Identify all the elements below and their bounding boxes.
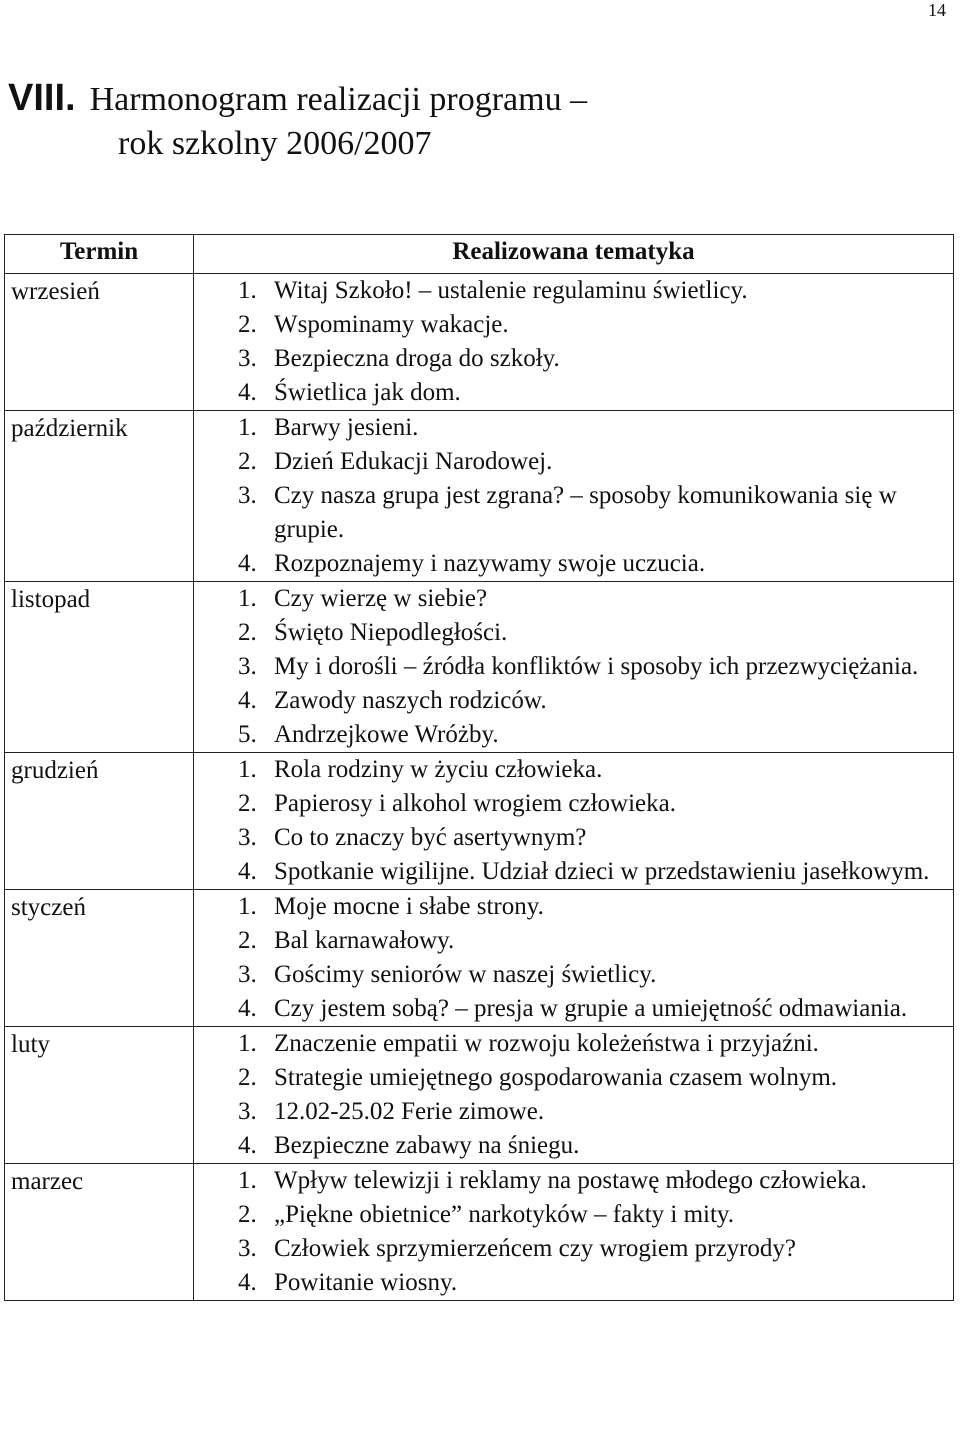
list-item — [238, 1266, 953, 1300]
topic-number: 4. — [238, 687, 257, 714]
list-item — [238, 992, 953, 1026]
month-cell: marzec — [5, 1164, 194, 1301]
topic-number: 3. — [238, 345, 257, 372]
topic-number: 4. — [238, 1132, 257, 1159]
topic-text: Barwy jesieni. — [274, 414, 419, 441]
header-topics: Realizowana tematyka — [194, 235, 954, 274]
topic-number: 4. — [238, 995, 257, 1022]
list-item — [238, 479, 953, 547]
list-item — [238, 1027, 953, 1061]
topic-list — [238, 274, 953, 410]
topic-text: Andrzejkowe Wróżby. — [274, 721, 499, 748]
topic-number: 2. — [238, 1201, 257, 1228]
month-cell: wrzesień — [5, 274, 194, 411]
page-number: 14 — [928, 0, 946, 20]
section-number: VIII. — [8, 77, 76, 119]
topic-number: 3. — [238, 961, 257, 988]
topic-number: 4. — [238, 858, 257, 885]
topic-text: „Piękne obietnice” narkotyków – fakty i mity. — [274, 1201, 735, 1228]
list-item — [238, 1129, 953, 1163]
list-item — [238, 1164, 953, 1198]
list-item — [238, 787, 953, 821]
schedule-body — [5, 274, 954, 1301]
list-item — [238, 308, 953, 342]
topic-number: 1. — [238, 1167, 257, 1194]
list-item — [238, 616, 953, 650]
list-item — [238, 376, 953, 410]
topics-cell — [194, 582, 954, 753]
section-title-line1: Harmonogram realizacji programu – — [89, 81, 588, 118]
topic-text: Wpływ telewizji i reklamy na postawę młodego człowieka. — [274, 1167, 867, 1194]
topic-text: Moje mocne i słabe strony. — [274, 893, 544, 920]
schedule-table — [4, 234, 954, 1301]
topic-text: Powitanie wiosny. — [274, 1269, 458, 1296]
topics-cell — [194, 1027, 954, 1164]
topic-number: 2. — [238, 619, 257, 646]
topic-list — [238, 890, 953, 1026]
topic-text: Bezpieczne zabawy na śniegu. — [274, 1132, 580, 1159]
topic-text: Papierosy i alkohol wrogiem człowieka. — [274, 790, 676, 817]
topic-number: 1. — [238, 585, 257, 612]
topic-text: 12.02-25.02 Ferie zimowe. — [274, 1098, 545, 1125]
topic-text: Święto Niepodległości. — [274, 619, 508, 646]
topic-number: 2. — [238, 927, 257, 954]
topics-cell — [194, 753, 954, 890]
month-cell: grudzień — [5, 753, 194, 890]
month-cell: luty — [5, 1027, 194, 1164]
list-item — [238, 821, 953, 855]
list-item — [238, 753, 953, 787]
topic-number: 1. — [238, 414, 257, 441]
table-row — [5, 1027, 954, 1164]
topic-text: Czy wierzę w siebie? — [274, 585, 488, 612]
list-item — [238, 855, 953, 889]
topic-number: 3. — [238, 824, 257, 851]
list-item — [238, 445, 953, 479]
topic-number: 1. — [238, 277, 257, 304]
list-item — [238, 1198, 953, 1232]
topic-text: Wspominamy wakacje. — [274, 311, 509, 338]
month-cell: listopad — [5, 582, 194, 753]
topic-number: 4. — [238, 550, 257, 577]
list-item — [238, 890, 953, 924]
table-row — [5, 582, 954, 753]
list-item — [238, 547, 953, 581]
topic-number: 3. — [238, 482, 257, 509]
topic-number: 4. — [238, 1269, 257, 1296]
topic-list — [238, 411, 953, 581]
topic-text: Bezpieczna droga do szkoły. — [274, 345, 560, 372]
list-item — [238, 582, 953, 616]
topic-list — [238, 1027, 953, 1163]
header-term: Termin — [5, 235, 194, 274]
topic-list — [238, 582, 953, 752]
topics-cell — [194, 411, 954, 582]
topic-text: Rozpoznajemy i nazywamy swoje uczucia. — [274, 550, 706, 577]
topic-number: 1. — [238, 1030, 257, 1057]
topic-number: 2. — [238, 311, 257, 338]
list-item — [238, 650, 953, 684]
table-row — [5, 753, 954, 890]
table-row — [5, 411, 954, 582]
table-row — [5, 1164, 954, 1301]
list-item — [238, 1232, 953, 1266]
topics-cell — [194, 890, 954, 1027]
list-item — [238, 958, 953, 992]
topic-text: Co to znaczy być asertywnym? — [274, 824, 587, 851]
topic-number: 1. — [238, 893, 257, 920]
month-cell: styczeń — [5, 890, 194, 1027]
topic-number: 2. — [238, 1064, 257, 1091]
topic-text: Witaj Szkoło! – ustalenie regulaminu świetlicy. — [274, 277, 748, 304]
topic-list — [238, 753, 953, 889]
topics-cell — [194, 1164, 954, 1301]
topic-text: Zawody naszych rodziców. — [274, 687, 547, 714]
topic-text: Człowiek sprzymierzeńcem czy wrogiem przyrody? — [274, 1235, 797, 1262]
topic-text: Spotkanie wigilijne. Udział dzieci w przedstawieniu jasełkowym. — [274, 858, 930, 885]
topic-number: 5. — [238, 721, 257, 748]
topic-text: Znaczenie empatii w rozwoju koleżeństwa i przyjaźni. — [274, 1030, 819, 1057]
topic-text: Czy jestem sobą? – presja w grupie a umiejętność odmawiania. — [274, 995, 908, 1022]
topic-text: Strategie umiejętnego gospodarowania czasem wolnym. — [274, 1064, 838, 1091]
list-item — [238, 1095, 953, 1129]
list-item — [238, 924, 953, 958]
list-item — [238, 684, 953, 718]
topic-text: My i dorośli – źródła konfliktów i sposoby ich przezwyciężania. — [274, 653, 919, 680]
topic-list — [238, 1164, 953, 1300]
topic-number: 3. — [238, 653, 257, 680]
topic-number: 4. — [238, 379, 257, 406]
topic-text: Dzień Edukacji Narodowej. — [274, 448, 553, 475]
list-item — [238, 1061, 953, 1095]
topic-text: Gościmy seniorów w naszej świetlicy. — [274, 961, 657, 988]
topic-number: 2. — [238, 448, 257, 475]
topic-number: 3. — [238, 1098, 257, 1125]
month-cell: październik — [5, 411, 194, 582]
topic-text: Czy nasza grupa jest zgrana? – sposoby komunikowania się w grupie. — [274, 482, 897, 543]
topic-number: 1. — [238, 756, 257, 783]
table-header-row — [5, 235, 954, 274]
topic-text: Bal karnawałowy. — [274, 927, 455, 954]
list-item — [238, 274, 953, 308]
list-item — [238, 718, 953, 752]
topics-cell — [194, 274, 954, 411]
section-title-line2: rok szkolny 2006/2007 — [118, 125, 432, 162]
list-item — [238, 411, 953, 445]
topic-number: 2. — [238, 790, 257, 817]
table-row — [5, 274, 954, 411]
topic-text: Rola rodziny w życiu człowieka. — [274, 756, 603, 783]
section-title — [8, 76, 587, 166]
topic-number: 3. — [238, 1235, 257, 1262]
topic-text: Świetlica jak dom. — [274, 379, 461, 406]
list-item — [238, 342, 953, 376]
table-row — [5, 890, 954, 1027]
